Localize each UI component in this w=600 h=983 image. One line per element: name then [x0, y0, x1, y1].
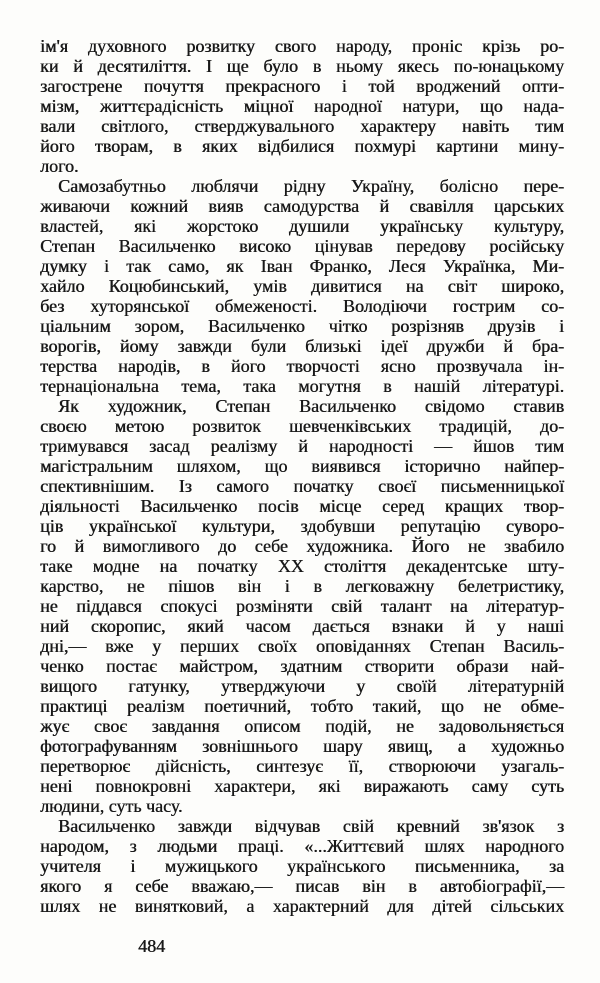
text-line: ворогів, йому завжди були близькі ідеї дружби й бра-: [40, 336, 564, 356]
text-line: жує своє завдання описом подій, не задовольняється: [40, 716, 564, 736]
text-line: Як художник, Степан Васильченко свідомо ставив: [58, 396, 564, 416]
text-line: Самозабутньо люблячи рідну Україну, болісно пере-: [58, 176, 564, 196]
text-block: [40, 36, 564, 916]
text-line: практиці реалізм поетичний, тобто такий, що не обме-: [40, 696, 564, 716]
text-line: загострене почуття прекрасного і той вроджений опти-: [40, 76, 564, 96]
text-line: хайло Коцюбинський, умів дивитися на світ широко,: [40, 276, 564, 296]
text-line: тримувався засад реалізму й народності — йшов тим: [40, 436, 564, 456]
text-line: людини, суть часу.: [40, 796, 183, 816]
text-line: учителя і мужицького українського письменника, за: [40, 856, 564, 876]
paragraph: [40, 816, 564, 916]
text-line: діяльності Васильченко посів місце серед кращих твор-: [40, 496, 564, 516]
text-line: не піддався спокусі розміняти свій талант на літератур-: [40, 596, 564, 616]
text-line: Васильченко завжди відчував свій кревний зв'язок з: [58, 816, 564, 836]
text-line: Степан Васильченко високо цінував передову російську: [40, 236, 564, 256]
text-line: його творам, в яких відбилися похмурі картини мину-: [40, 136, 564, 156]
text-line: тернаціональна тема, така могутня в нашій літературі.: [40, 376, 564, 396]
paragraph: [40, 396, 564, 816]
text-line: ний скоропис, який часом дається взнаки й у наші: [40, 616, 564, 636]
text-line: таке модне на початку XX століття декадентське шту-: [40, 556, 564, 576]
paragraph: [40, 176, 564, 396]
text-line: властей, які жорстоко душили українську культуру,: [40, 216, 564, 236]
text-line: терства народів, в його творчості ясно прозвучала ін-: [40, 356, 564, 376]
text-line: ки й десятиліття. І ще було в ньому якесь по-юнацькому: [40, 56, 564, 76]
text-line: го й вимогливого до себе художника. Його не звабило: [40, 536, 564, 556]
text-line: мізм, життєрадісність міцної народної натури, що нада-: [40, 96, 564, 116]
text-line: нені повнокровні характери, які виражають саму суть: [40, 776, 564, 796]
text-line: вали світлого, стверджувального характеру навіть тим: [40, 116, 564, 136]
text-line: народом, з людьми праці. «...Життєвий шлях народного: [40, 836, 564, 856]
paragraph: [40, 36, 564, 176]
text-line: якого я себе вважаю,— писав він в автобіографії,—: [40, 876, 564, 896]
text-line: шлях не винятковий, а характерний для дітей сільських: [40, 896, 564, 916]
text-line: живаючи кожний вияв самодурства й свавілля царських: [40, 196, 564, 216]
text-line: перетворює дійсність, синтезує її, створюючи узагаль-: [40, 756, 564, 776]
text-line: ціальним зором, Васильченко чітко розрізняв друзів і: [40, 316, 564, 336]
text-line: ім'я духовного розвитку свого народу, проніс крізь ро-: [40, 36, 564, 56]
text-line: думку і так само, як Іван Франко, Леся Українка, Ми-: [40, 256, 564, 276]
text-line: спективнішим. Із самого початку своєї письменницької: [40, 476, 564, 496]
page-number: 484: [138, 936, 165, 956]
text-line: магістральним шляхом, що виявився історично найпер-: [40, 456, 564, 476]
text-line: вищого гатунку, утверджуючи у своїй літературній: [40, 676, 564, 696]
text-line: лого.: [40, 156, 79, 176]
text-line: фотографуванням зовнішнього шару явищ, а художньо: [40, 736, 564, 756]
text-line: без хуторянської обмеженості. Володіючи гострим со-: [40, 296, 564, 316]
text-line: ченко постає майстром, здатним створити образи най-: [40, 656, 564, 676]
text-line: дні,— вже у перших своїх оповіданнях Степан Василь-: [40, 636, 564, 656]
text-line: ців української культури, здобувши репутацію суворо-: [40, 516, 564, 536]
text-line: карство, не пішов він і в легковажну белетристику,: [40, 576, 564, 596]
text-line: своєю метою розвиток шевченківських традицій, до-: [40, 416, 564, 436]
